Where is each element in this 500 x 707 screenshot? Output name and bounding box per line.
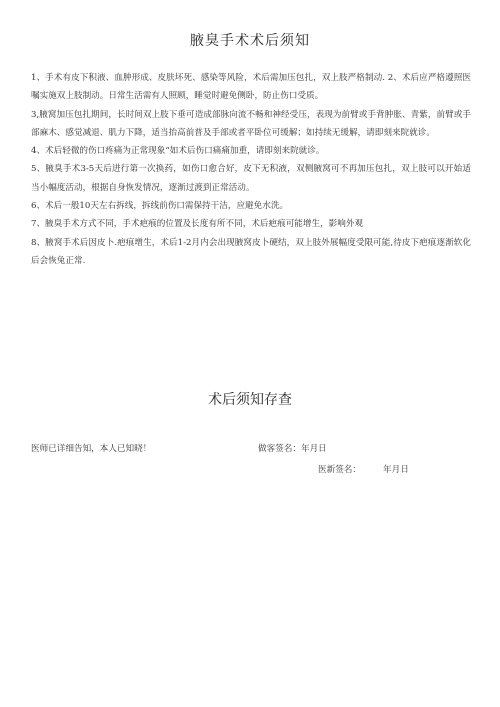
instruction-paragraph-3: 3,腋窝加压包扎期间，长时间双上肢下垂可造成部脉向流不畅和神经受压，表现为前臂或手背肿胀、青紫，前臂或手部麻木、感觉减退、肌力下降，适当抬高前普及手部或者平卧位可缓解；如持续无缓解，请即刻来院就诊。 — [31, 109, 471, 138]
doctor-signature-label: 医新签名： — [318, 465, 361, 475]
instruction-paragraph-7: 7、腋臭手术方式不同，手术疤痕的位置及长度有所不同，术后疤痕可能增生，影响外观 — [31, 219, 364, 230]
acknowledgement-statement: 医师已详细告知，本人已知晓！ — [31, 444, 152, 454]
instruction-paragraph-8: 8、腋窝手术后因皮卜.疤痕增生，术后1-2月内会出现腋窝皮卜硬结，双上肢外展幅度受限可能,待皮下疤痕逐渐软化后会恢兔正常. — [31, 237, 471, 266]
patient-signature-line: 做客签名：年月日 — [258, 444, 327, 454]
record-title: 术后须知存查 — [208, 392, 292, 408]
instructions-body — [31, 69, 471, 270]
instruction-paragraph-4: 4、术后轻微的伤口疼痛为正常现象“如术后伤口痛痛加重，请即刻来院就诊。 — [31, 146, 325, 157]
document-title: 腋臭手术术后须知 — [190, 33, 310, 49]
instruction-paragraph-1-2: 1、手术有皮下积液、血肿形成、皮肤坏死、感染等风险，术后需加压包扎，双上肢严格制动. 2、术后应严格遵照医嘱实施双上肢制动。日常生活需有人照顾，睡觉时避免侧卧，防止伤口受质。 — [31, 73, 471, 102]
doctor-signature-date: 年月日 — [383, 465, 409, 475]
instruction-paragraph-6: 6、术后一般10天左右拆线，拆线前伤口需保持干洁，应避免水洗。 — [31, 201, 289, 212]
instruction-paragraph-5: 5、腋臭手术3-5天后进行第一次换药，如伤口愈合好，皮下无积液，双侧腋窝可不再加压包扎，双上肢可以开始适当小幅度活动，根据自身恢发情况，逐渐过渡到正常活动。 — [31, 164, 471, 193]
